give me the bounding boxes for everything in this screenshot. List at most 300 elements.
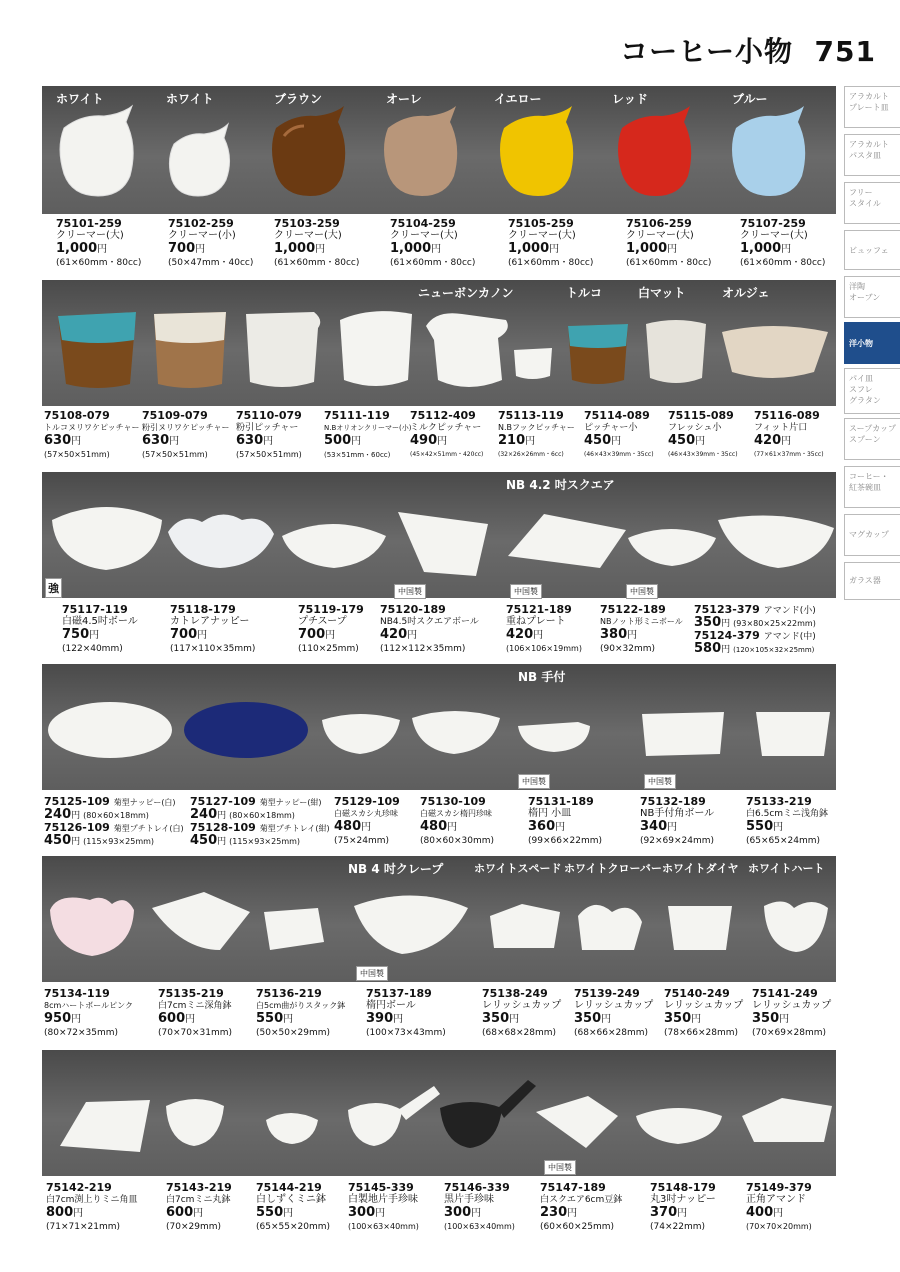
price-value: 450 [584, 433, 612, 448]
product-75115[interactable] [668, 410, 738, 461]
creamer-brown [272, 106, 345, 196]
price-value: 450 [190, 833, 218, 848]
product-code: 75125-109 [44, 795, 110, 808]
stacking-plate [508, 514, 626, 568]
product-name: プチスープ [298, 616, 347, 627]
product-75114[interactable] [584, 410, 654, 461]
price-value: 1,000 [390, 241, 432, 256]
product-price [752, 1012, 831, 1027]
product-code: 75119-179 [298, 603, 364, 616]
price-value: 350 [574, 1011, 602, 1026]
creamers-photo [42, 86, 836, 214]
product-75112[interactable] [410, 410, 483, 461]
product-dimensions: (70×69×28mm) [752, 1028, 826, 1038]
price-unit: 円 [71, 436, 82, 447]
product-row-75124-price [694, 643, 816, 656]
price-unit: 円 [71, 1014, 82, 1025]
product-dimensions: (115×93×25mm) [229, 837, 301, 846]
product-name: 白5cm曲がりスタック鉢 [256, 1001, 346, 1010]
square-mame-bowl [536, 1096, 618, 1148]
tab-buffet[interactable]: ビュッフェ [844, 230, 900, 270]
product-price [444, 1206, 515, 1221]
price-value: 480 [334, 819, 362, 834]
product-price [740, 242, 825, 257]
photo-band-4 [42, 664, 836, 790]
product-price [506, 628, 582, 643]
series-label: NB 4 吋クレープ [348, 862, 444, 876]
product-dimensions: (71×71×21mm) [46, 1222, 120, 1232]
product-code: 75149-379 [746, 1181, 812, 1194]
series-label: ホワイトクローバー [564, 862, 662, 875]
pitcher-kohiki-two-tone [154, 312, 226, 388]
price-unit: 円 [533, 630, 544, 641]
product-name: レリッシュカップ [752, 1000, 832, 1011]
product-75142[interactable] [46, 1182, 137, 1233]
product-dimensions: (100×63×40mm) [348, 1222, 419, 1231]
product-dimensions: (50×47mm・40cc) [168, 258, 254, 268]
product-dimensions: (112×112×35mm) [380, 644, 466, 654]
product-code: 75111-119 [324, 409, 390, 422]
price-value: 240 [44, 807, 72, 822]
product-price [62, 628, 138, 643]
product-price [626, 242, 711, 257]
series-label: ホワイトダイヤ [662, 862, 739, 875]
product-75110[interactable] [236, 410, 302, 461]
price-unit: 円 [217, 811, 227, 821]
product-dimensions: (74×22mm) [650, 1222, 706, 1232]
product-dimensions: (68×68×28mm) [482, 1028, 556, 1038]
price-unit: 円 [509, 1014, 520, 1025]
product-code: 75138-249 [482, 987, 548, 1000]
product-75143[interactable] [166, 1182, 232, 1233]
product-name: フィット片口 [754, 423, 808, 433]
product-name: 菊型プチトレイ(白) [113, 824, 184, 833]
relish-cup-clover [578, 905, 642, 950]
price-value: 630 [236, 433, 264, 448]
product-name: 白6.5cmミニ浅角鉢 [746, 809, 829, 819]
series-label: ホワイトハート [748, 862, 825, 875]
price-unit: 円 [197, 630, 208, 641]
product-dimensions: (68×66×28mm) [574, 1028, 648, 1038]
product-code: 75148-179 [650, 1181, 716, 1194]
openwork-round-chinmi [322, 714, 400, 754]
price-unit: 円 [781, 436, 792, 447]
product-price [380, 628, 479, 643]
price-unit: 円 [431, 244, 442, 255]
product-dimensions: (75×24mm) [334, 836, 390, 846]
chrysanthemum-white-tray [48, 702, 172, 758]
product-dimensions: (93×80×25×22mm) [733, 619, 816, 628]
product-75147[interactable] [540, 1182, 622, 1233]
price-unit: 円 [447, 822, 458, 833]
tab-small-western[interactable]: 洋小物 [844, 322, 900, 364]
product-price [650, 1206, 716, 1221]
product-code: 75122-189 [600, 603, 666, 616]
oval-small-dish [518, 722, 590, 752]
price-unit: 円 [567, 1208, 578, 1219]
color-label: ブルー [732, 92, 768, 106]
photo-band-2 [42, 280, 836, 406]
tab-pie-souffle[interactable]: パイ皿 スフレ グラタン [844, 368, 900, 414]
product-name: レリッシュカップ [664, 1000, 744, 1011]
product-75103[interactable] [274, 218, 359, 269]
product-name: 重ねプレート [506, 616, 566, 627]
price-value: 630 [142, 433, 170, 448]
product-code: 75136-219 [256, 987, 322, 1000]
product-75119[interactable] [298, 604, 364, 655]
product-code: 75144-219 [256, 1181, 322, 1194]
knot-mini-bowl [628, 529, 716, 566]
price-value: 550 [256, 1205, 284, 1220]
product-price [256, 1012, 345, 1027]
product-dimensions: (115×93×25mm) [83, 837, 155, 846]
series-label: NB 4.2 吋スクエア [506, 478, 615, 492]
product-code: 75132-189 [640, 795, 706, 808]
price-value: 400 [746, 1205, 774, 1220]
tab-mug[interactable]: マグカップ [844, 514, 900, 556]
product-row-75128-price [190, 835, 330, 848]
chrysanthemum-navy-tray [184, 702, 308, 758]
product-price [410, 434, 483, 449]
product-code: 75106-259 [626, 217, 692, 230]
price-unit: 円 [691, 1014, 702, 1025]
mini-round-bowl [166, 1099, 224, 1146]
price-value: 380 [600, 627, 628, 642]
square-almond [742, 1098, 832, 1142]
price-unit: 円 [71, 837, 81, 847]
origin-badge: 中国製 [394, 584, 426, 599]
product-75108[interactable] [44, 410, 139, 461]
price-unit: 円 [773, 822, 784, 833]
price-unit: 円 [667, 822, 678, 833]
series-label: NB 手付 [518, 670, 566, 684]
product-name: 楕円 小皿 [528, 808, 572, 819]
product-75104[interactable] [390, 218, 475, 269]
product-75123-75124[interactable] [694, 604, 816, 656]
product-75149[interactable] [746, 1182, 812, 1233]
creamer-nb-orion [340, 311, 412, 386]
product-code: 75109-079 [142, 409, 208, 422]
price-value: 490 [410, 433, 438, 448]
product-name: 菊型プチトレイ(紺) [259, 824, 330, 833]
tab-a-la-carte-plate[interactable]: アラカルト プレート皿 [844, 86, 900, 128]
product-dimensions: (61×60mm・80cc) [274, 258, 360, 268]
product-name: 黒片手珍味 [444, 1194, 494, 1205]
product-price [390, 242, 475, 257]
product-75141[interactable] [752, 988, 831, 1039]
origin-badge: 中国製 [626, 584, 658, 599]
handled-square-bowl [642, 712, 724, 756]
product-dimensions: (80×72×35mm) [44, 1028, 118, 1038]
product-75116[interactable] [754, 410, 824, 461]
product-price [166, 1206, 232, 1221]
price-value: 750 [62, 627, 90, 642]
page-number: 751 [814, 35, 876, 68]
product-dimensions: (32×26×26mm・6cc) [498, 451, 564, 458]
mini-deep-square-bowl [152, 892, 250, 950]
product-code: 75127-109 [190, 795, 256, 808]
tab-a-la-carte-pasta[interactable]: アラカルト パスタ皿 [844, 134, 900, 176]
relish-cup-heart [764, 901, 828, 952]
product-name: N.Bフックピッチャー [498, 423, 575, 432]
product-75107[interactable] [740, 218, 825, 269]
product-dimensions: (120×105×32×25mm) [733, 646, 815, 654]
hook-pitcher [514, 348, 552, 379]
price-unit: 円 [611, 436, 622, 447]
product-name: ミルクピッチャー [410, 423, 482, 433]
heart-bowl-pink [50, 898, 134, 956]
product-75120[interactable] [380, 604, 479, 655]
product-price [498, 434, 575, 449]
product-75132[interactable] [640, 796, 714, 847]
product-code: 75105-259 [508, 217, 574, 230]
product-price [170, 628, 255, 643]
product-code: 75131-189 [528, 795, 594, 808]
fresh-small [646, 320, 706, 383]
square-bowl-4-5 [398, 512, 488, 576]
product-price [142, 434, 229, 449]
price-value: 1,000 [740, 241, 782, 256]
price-value: 450 [44, 833, 72, 848]
product-name: 白7cmミニ丸鉢 [166, 1195, 231, 1205]
bowls-photo [42, 472, 836, 598]
product-price [668, 434, 738, 449]
price-value: 1,000 [274, 241, 316, 256]
product-75148[interactable] [650, 1182, 716, 1233]
shizuku-mini-bowl [266, 1113, 318, 1144]
pitcher-small-turkish [568, 324, 628, 384]
product-dimensions: (100×63×40mm) [444, 1222, 515, 1231]
product-75106[interactable] [626, 218, 711, 269]
product-name: カトレアナッピー [170, 616, 250, 627]
price-value: 350 [694, 615, 722, 630]
price-unit: 円 [89, 630, 100, 641]
product-name: 白磁4.5吋ボール [62, 616, 138, 627]
product-price [256, 1206, 330, 1221]
product-dimensions: (57×50×51mm) [236, 450, 302, 459]
product-code: 75143-219 [166, 1181, 232, 1194]
price-value: 450 [668, 433, 696, 448]
product-price [600, 628, 683, 643]
product-dimensions: (46×43×39mm・35cc) [668, 451, 738, 458]
product-75122[interactable] [600, 604, 683, 655]
price-unit: 円 [549, 244, 560, 255]
product-price [236, 434, 302, 449]
product-code: 75117-119 [62, 603, 128, 616]
product-name: 菊型ナッピー(紺) [259, 798, 322, 807]
color-label: ホワイト [56, 92, 104, 106]
product-75145[interactable] [348, 1182, 419, 1233]
tab-soup-cup[interactable]: スープカップ スプーン [844, 418, 900, 460]
product-price [746, 820, 828, 835]
product-price [44, 434, 139, 449]
product-75101[interactable] [56, 218, 141, 269]
product-name: NB手付角ボール [640, 808, 715, 819]
page-header [0, 0, 900, 78]
product-75140[interactable] [664, 988, 743, 1039]
product-name: クリーマー(大) [390, 230, 458, 241]
product-price [584, 434, 654, 449]
product-75111[interactable] [324, 410, 412, 461]
product-price [574, 1012, 653, 1027]
product-dimensions: (77×61×37mm・35cc) [754, 451, 824, 458]
product-dimensions: (53×51mm・60cc) [324, 451, 391, 459]
product-name: NBノット形ミニボール [600, 617, 683, 626]
price-value: 340 [640, 819, 668, 834]
product-dimensions: (70×70×20mm) [746, 1222, 812, 1231]
page-title [620, 30, 876, 70]
product-code: 75129-109 [334, 795, 400, 808]
product-code: 75110-079 [236, 409, 302, 422]
product-dimensions: (106×106×19mm) [506, 644, 582, 653]
product-75139[interactable] [574, 988, 653, 1039]
product-75121[interactable] [506, 604, 582, 655]
white-handled-chinmi [348, 1086, 440, 1146]
almond-bowls [718, 516, 834, 569]
relish-cup-spade [490, 904, 560, 948]
product-name: クリーマー(小) [168, 230, 236, 241]
price-unit: 円 [695, 436, 706, 447]
cattleya-nappy [168, 514, 274, 568]
product-75137[interactable] [366, 988, 446, 1039]
strength-badge: 強 [45, 578, 62, 598]
product-75131[interactable] [528, 796, 602, 847]
origin-badge: 中国製 [644, 774, 676, 789]
price-unit: 円 [721, 645, 731, 655]
product-75109[interactable] [142, 410, 229, 461]
product-name: 粉引ピッチャー [236, 423, 299, 433]
relish-cup-diamond [668, 906, 732, 950]
product-75136[interactable] [256, 988, 345, 1039]
series-label: ニューボンカノン [418, 286, 514, 300]
color-label: イエロー [494, 92, 542, 106]
pitcher-turkish-two-tone [58, 312, 136, 388]
product-row-75126-price [44, 835, 184, 848]
black-handled-chinmi [440, 1080, 536, 1148]
product-price [528, 820, 602, 835]
product-code: 75126-109 [44, 821, 110, 834]
price-unit: 円 [193, 1208, 204, 1219]
tab-glass[interactable]: ガラス器 [844, 562, 900, 600]
product-75144[interactable] [256, 1182, 330, 1233]
product-price [754, 434, 824, 449]
creamer-red [618, 106, 691, 196]
price-value: 420 [506, 627, 534, 642]
product-price [168, 242, 253, 257]
product-name: 8cmハートボールピンク [44, 1001, 133, 1010]
product-75125-75126[interactable] [44, 796, 184, 848]
product-75113[interactable] [498, 410, 575, 461]
product-75127-75128[interactable] [190, 796, 330, 848]
color-label: レッド [612, 92, 648, 106]
price-value: 360 [528, 819, 556, 834]
product-code: 75134-119 [44, 987, 110, 1000]
product-code: 75102-259 [168, 217, 234, 230]
product-dimensions: (99×66×22mm) [528, 836, 602, 846]
product-dimensions: (61×60mm・80cc) [56, 258, 142, 268]
product-name: ピッチャー小 [584, 423, 638, 433]
milk-pitcher [426, 313, 508, 387]
product-name: 白製地片手珍味 [348, 1194, 418, 1205]
creamer-yellow [500, 106, 573, 196]
product-code: 75139-249 [574, 987, 640, 1000]
product-dimensions: (61×60mm・80cc) [626, 258, 712, 268]
tab-free-style[interactable]: フリー スタイル [844, 182, 900, 224]
product-75118[interactable] [170, 604, 255, 655]
product-code: 75147-189 [540, 1181, 606, 1194]
product-name: 白しずくミニ鉢 [256, 1194, 326, 1205]
product-price [366, 1012, 446, 1027]
product-75102[interactable] [168, 218, 253, 269]
tab-oven[interactable]: 洋陶 オーブン [844, 276, 900, 318]
product-75105[interactable] [508, 218, 593, 269]
product-name: 粉引ヌリワケピッチャー [142, 423, 230, 432]
product-name: レリッシュカップ [574, 1000, 654, 1011]
product-dimensions: (45×42×51mm・420cc) [410, 451, 484, 458]
product-code: 75123-379 [694, 603, 760, 616]
price-unit: 円 [97, 244, 108, 255]
price-unit: 円 [195, 244, 206, 255]
tab-coffee-tea[interactable]: コーヒー・ 紅茶碗皿 [844, 466, 900, 508]
product-dimensions: (70×70×31mm) [158, 1028, 232, 1038]
price-value: 1,000 [56, 241, 98, 256]
product-price [158, 1012, 232, 1027]
product-price [298, 628, 364, 643]
price-value: 300 [444, 1205, 472, 1220]
pitchers-photo [42, 280, 836, 406]
price-value: 550 [256, 1011, 284, 1026]
price-unit: 円 [325, 630, 336, 641]
product-dimensions: (61×60mm・80cc) [740, 258, 826, 268]
product-price [746, 1206, 812, 1221]
product-75133[interactable] [746, 796, 828, 847]
price-value: 580 [694, 641, 722, 656]
price-unit: 円 [393, 1014, 404, 1025]
product-name: トルコヌリワケピッチャー [44, 423, 140, 432]
product-code: 75108-079 [44, 409, 110, 422]
product-75129[interactable] [334, 796, 400, 847]
product-75138[interactable] [482, 988, 561, 1039]
product-price [508, 242, 593, 257]
product-75146[interactable] [444, 1182, 515, 1233]
product-code: 75114-089 [584, 409, 650, 422]
series-label: オルジェ [722, 286, 770, 300]
product-dimensions: (90×32mm) [600, 644, 656, 654]
product-75134[interactable] [44, 988, 133, 1039]
price-value: 350 [752, 1011, 780, 1026]
fit-katakuchi [722, 326, 828, 378]
product-75135[interactable] [158, 988, 232, 1039]
product-dimensions: (78×66×28mm) [664, 1028, 738, 1038]
pitcher-kohiki [246, 312, 320, 387]
price-value: 700 [168, 241, 196, 256]
product-75117[interactable] [62, 604, 138, 655]
price-value: 420 [754, 433, 782, 448]
product-75130[interactable] [420, 796, 494, 847]
product-dimensions: (57×50×51mm) [44, 450, 110, 459]
price-value: 1,000 [508, 241, 550, 256]
price-value: 300 [348, 1205, 376, 1220]
curved-stack-bowl [264, 908, 324, 950]
origin-badge: 中国製 [544, 1160, 576, 1175]
product-name: 丸3吋ナッピー [650, 1194, 716, 1205]
price-unit: 円 [555, 822, 566, 833]
product-price [334, 820, 400, 835]
product-dimensions: (80×60×18mm) [229, 811, 295, 820]
product-name: クリーマー(大) [274, 230, 342, 241]
price-unit: 円 [185, 1014, 196, 1025]
product-price [44, 1012, 133, 1027]
